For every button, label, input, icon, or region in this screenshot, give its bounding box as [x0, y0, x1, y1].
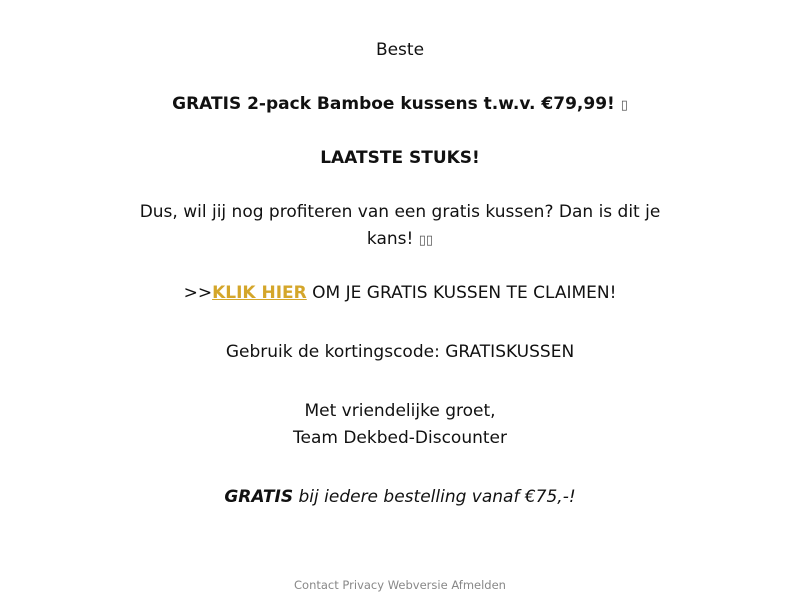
klik-hier-link[interactable]: KLIK HIER [212, 283, 307, 303]
body-line-1: Dus, wil jij nog profiteren van een gratis kussen? Dan is dit je [139, 202, 661, 222]
contact-link[interactable]: Contact [294, 578, 339, 592]
cta-suffix: OM JE GRATIS KUSSEN TE CLAIMEN! [306, 283, 617, 303]
footer [0, 578, 800, 592]
headline [0, 91, 800, 119]
promo-rest: bij iedere bestelling vanaf €75,-! [293, 487, 576, 507]
body-line-2 [0, 226, 800, 254]
emoji-icon: ▯ [620, 98, 628, 113]
webversie-link[interactable]: Webversie [387, 578, 448, 592]
cta-prefix: >> [183, 283, 213, 303]
promo-line [0, 484, 800, 511]
discount-code: Gebruik de kortingscode: GRATISKUSSEN [225, 342, 575, 362]
team-name: Team Dekbed-Discounter [293, 428, 507, 448]
promo-bold: GRATIS [224, 487, 294, 507]
greeting: Beste [375, 40, 425, 60]
cta-line [0, 280, 800, 307]
headline-text: GRATIS 2-pack Bamboe kussens t.w.v. €79,99! [172, 94, 615, 114]
emoji-icon: ▯▯ [418, 233, 434, 248]
subheadline: LAATSTE STUKS! [320, 148, 480, 168]
signoff: Met vriendelijke groet, [304, 401, 496, 421]
body-line-2-text: kans! [366, 229, 414, 249]
privacy-link[interactable]: Privacy [342, 578, 385, 592]
afmelden-link[interactable]: Afmelden [451, 578, 506, 592]
